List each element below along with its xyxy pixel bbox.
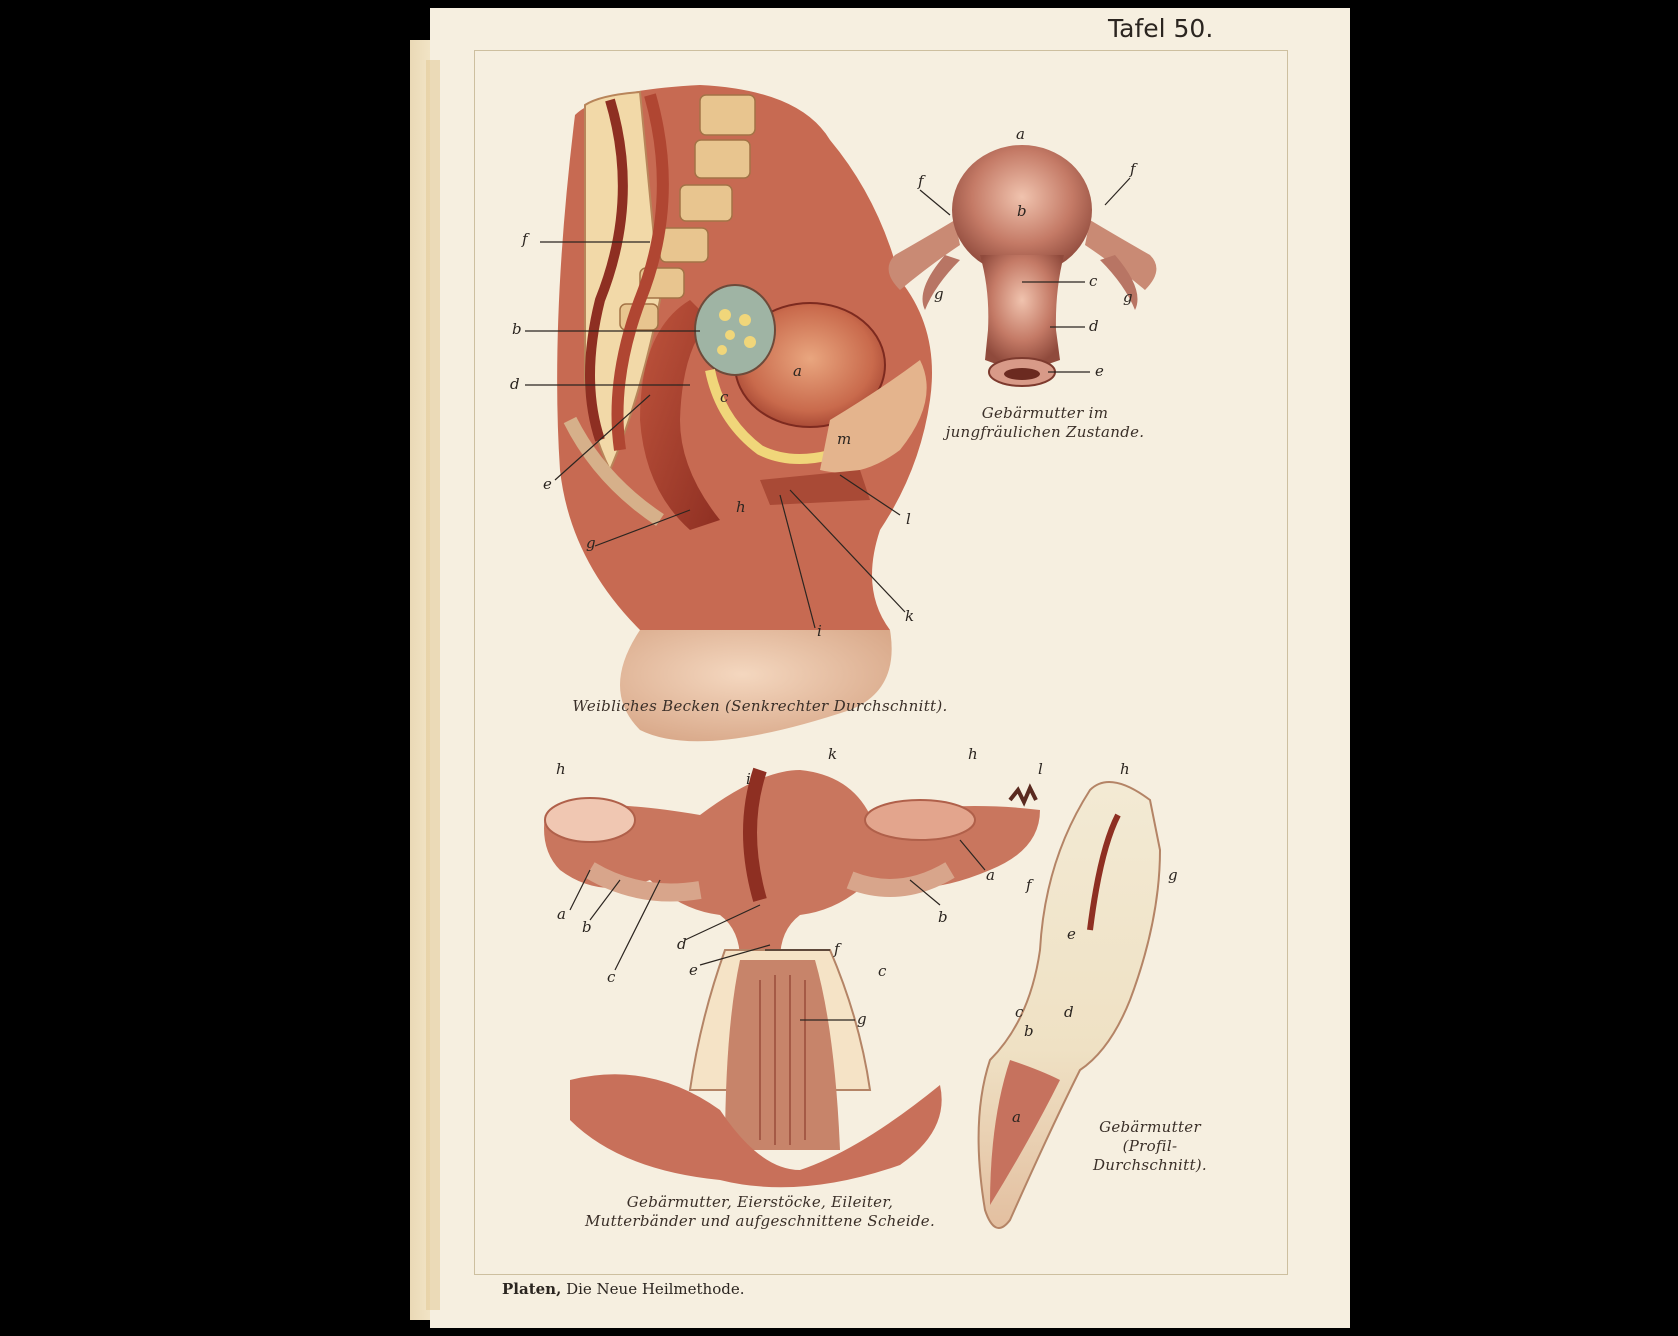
organs-caption-line1: Gebärmutter, Eierstöcke, Eileiter, xyxy=(626,1193,894,1211)
virgin-label-g-left: g xyxy=(934,285,944,303)
plate-number: Tafel 50. xyxy=(1108,14,1214,43)
pelvis-section-drawing xyxy=(525,85,932,741)
virgin-label-f-right: f xyxy=(1130,160,1136,178)
organs-label-k: k xyxy=(828,745,838,763)
organs-label-f: f xyxy=(834,940,840,958)
pelvis-label-f: f xyxy=(522,230,528,248)
profile-label-d: d xyxy=(1064,1003,1074,1021)
profile-label-c: c xyxy=(1015,1003,1024,1021)
virgin-label-c: c xyxy=(1089,272,1098,290)
pelvis-label-e: e xyxy=(543,475,552,493)
footer-title: Die Neue Heilmethode. xyxy=(566,1280,745,1298)
profile-label-e: e xyxy=(1067,925,1076,943)
profile-caption-line3: Durchschnitt). xyxy=(1092,1156,1207,1174)
organs-label-g: g xyxy=(857,1010,867,1028)
profile-caption-line1: Gebärmutter xyxy=(1099,1118,1201,1136)
organs-label-c-left: c xyxy=(607,968,616,986)
virgin-label-f-left: f xyxy=(918,172,924,190)
pelvis-label-a: a xyxy=(793,362,802,380)
pelvis-label-l: l xyxy=(906,510,911,528)
virgin-label-d: d xyxy=(1089,317,1099,335)
organs-label-b-right: b xyxy=(938,908,948,926)
organs-label-l: l xyxy=(1038,760,1043,778)
organs-label-b-left: b xyxy=(582,918,592,936)
organs-label-a-right: a xyxy=(986,866,995,884)
profile-label-g: g xyxy=(1168,866,1178,884)
profile-caption xyxy=(1070,1118,1230,1175)
pelvis-label-c: c xyxy=(720,388,729,406)
organs-label-d: d xyxy=(677,935,687,953)
organs-label-e: e xyxy=(689,961,698,979)
footer-author: Platen, xyxy=(502,1280,562,1298)
virgin-label-e: e xyxy=(1095,362,1104,380)
organs-label-h-left: h xyxy=(556,760,566,778)
pelvis-label-g: g xyxy=(586,534,596,552)
virgin-label-a: a xyxy=(1016,125,1025,143)
publication-footer xyxy=(502,1280,744,1298)
virgin-label-b: b xyxy=(1017,202,1027,220)
pelvis-label-h: h xyxy=(736,498,746,516)
pelvis-label-d: d xyxy=(510,375,520,393)
profile-label-b: b xyxy=(1024,1022,1034,1040)
pelvis-label-m: m xyxy=(837,430,852,448)
profile-label-h: h xyxy=(1120,760,1130,778)
profile-caption-line2: (Profil- xyxy=(1122,1137,1178,1155)
profile-label-f: f xyxy=(1026,876,1032,894)
reproductive-organs-drawing xyxy=(544,770,1040,1187)
pelvis-caption xyxy=(560,697,960,716)
organs-caption-line2: Mutterbänder und aufgeschnittene Scheide. xyxy=(584,1212,936,1230)
pelvis-label-k: k xyxy=(905,607,915,625)
pelvis-label-b: b xyxy=(512,320,522,338)
virgin-label-g-right: g xyxy=(1123,288,1133,306)
virgin-uterus-caption xyxy=(925,404,1165,442)
organs-label-a-left: a xyxy=(557,905,566,923)
organs-label-h-right: h xyxy=(968,745,978,763)
pelvis-label-i: i xyxy=(817,622,822,640)
organs-label-c-right: c xyxy=(878,962,887,980)
profile-label-a: a xyxy=(1012,1108,1021,1126)
virgin-uterus-caption-line2: jungfräulichen Zustande. xyxy=(945,423,1145,441)
organs-caption xyxy=(560,1193,960,1231)
virgin-uterus-caption-line1: Gebärmutter im xyxy=(981,404,1109,422)
organs-label-i: i xyxy=(746,770,751,788)
pelvis-caption-text: Weibliches Becken (Senkrechter Durchschnitt). xyxy=(572,697,948,715)
